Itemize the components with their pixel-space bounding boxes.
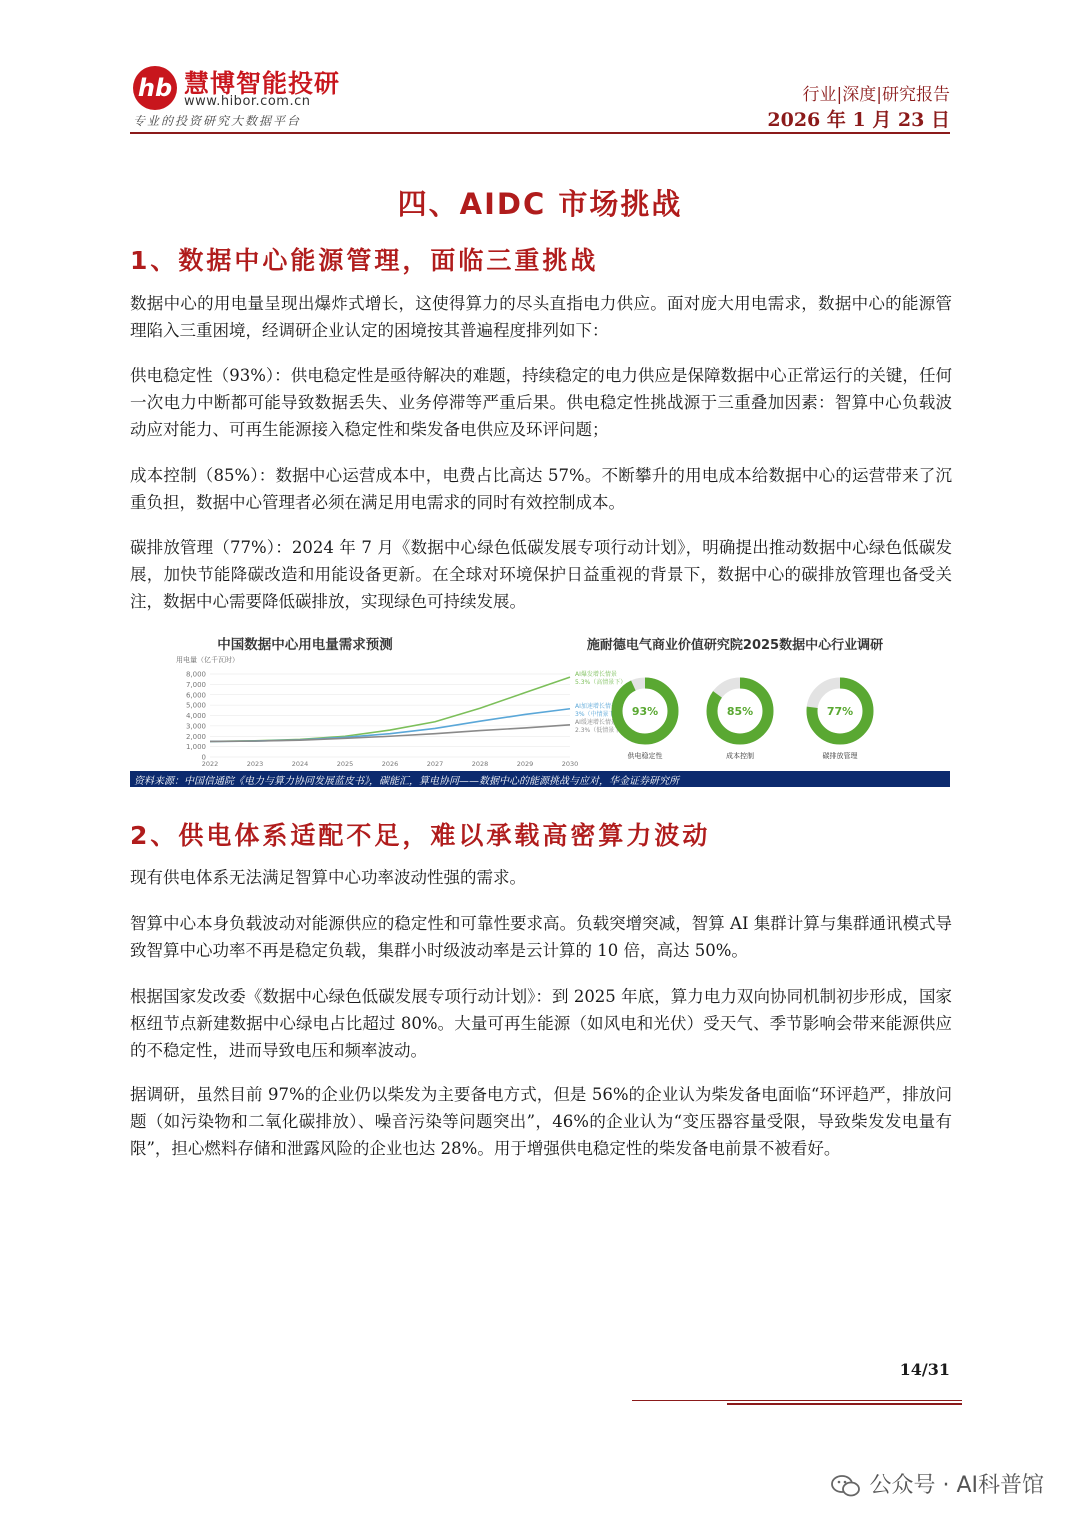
report-date: 2026 年 1 月 23 日 xyxy=(767,109,950,131)
paragraph: 智算中心本身负载波动对能源供应的稳定性和可靠性要求高。负载突增突减，智算 AI 集群计算与集群通讯模式导致智算中心功率不再是稳定负载，集群小时级波动率是云计算的 10 倍，高达 50%。 xyxy=(130,914,952,960)
donut-value-label: 93% xyxy=(631,705,659,718)
watermark-text: 公众号 · AI科普馆 xyxy=(869,1473,1044,1498)
series-label: AI缓速增长情景 xyxy=(575,718,617,726)
footer-divider xyxy=(632,1400,962,1401)
figure-source: 资料来源：中国信通院《电力与算力协同发展蓝皮书》，碳能汇，算电协同——数据中心的能源挑战与应对，华金证券研究所 xyxy=(134,776,679,787)
wechat-icon xyxy=(831,1474,861,1498)
series-line xyxy=(210,677,570,741)
page-number: 14/31 xyxy=(899,1360,950,1379)
series-note: 5.3%（高情景下） xyxy=(575,679,627,687)
x-tick-label: 2023 xyxy=(246,760,264,768)
brand-logo-mark: hb xyxy=(133,66,177,110)
paragraph: 现有供电体系无法满足智算中心功率波动性强的需求。 xyxy=(130,868,526,887)
section-title: 四、AIDC 市场挑战 xyxy=(397,187,683,221)
y-tick-label: 1,000 xyxy=(185,743,206,752)
paragraph: 根据国家发改委《数据中心绿色低碳发展专项行动计划》：到 2025 年底，算力电力双向协同机制初步形成，国家枢纽节点新建数据中心绿电占比超过 80%。大量可再生能源（如风电和光伏）受天气、季节影响会带来能源供应的不稳定性，进而导致电压和频率波动。 xyxy=(130,987,952,1060)
line-chart-ylabel: 用电量（亿千瓦时） xyxy=(176,656,239,664)
x-tick-label: 2030 xyxy=(561,760,579,768)
header-divider xyxy=(130,132,950,134)
report-category: 行业|深度|研究报告 xyxy=(802,85,950,105)
figure xyxy=(130,632,950,787)
x-tick-label: 2026 xyxy=(381,760,399,768)
y-tick-label: 6,000 xyxy=(185,691,206,700)
subsection-2-title: 2、供电体系适配不足，难以承载高密算力波动 xyxy=(130,821,711,850)
donut-category-label: 成本控制 xyxy=(726,752,754,760)
y-tick-label: 2,000 xyxy=(185,732,206,741)
brand-name: 慧博智能投研 xyxy=(184,69,341,98)
series-note: 2.3%（低情景下） xyxy=(575,726,627,734)
donut-value-label: 85% xyxy=(726,705,754,718)
paragraph: 碳排放管理（77%）：2024 年 7 月《数据中心绿色低碳发展专项行动计划》，明确提出推动数据中心绿色低碳发展，加快节能降碳改造和用能设备更新。在全球对环境保护日益重视的背景下，数据中心的碳排放管理也备受关注，数据中心需要降低碳排放，实现绿色可持续发展。 xyxy=(130,538,952,611)
y-tick-label: 8,000 xyxy=(185,670,206,679)
x-tick-label: 2025 xyxy=(336,760,354,768)
watermark xyxy=(831,1468,1044,1499)
series-note: 3%（中情景下） xyxy=(575,710,621,718)
line-chart-yticks xyxy=(186,671,206,762)
paragraph: 成本控制（85%）：数据中心运营成本中，电费占比高达 57%。不断攀升的用电成本给数据中心的运营带来了沉重负担，数据中心管理者必须在满足用电需求的同时有效控制成本。 xyxy=(130,466,952,512)
figure-charts xyxy=(130,632,950,772)
donut-chart-title: 施耐德电气商业价值研究院2025数据中心行业调研 xyxy=(586,638,884,653)
brand-slogan: 专业的投资研究大数据平台 xyxy=(133,114,302,128)
paragraph: 数据中心的用电量呈现出爆炸式增长，这使得算力的尽头直指电力供应。面对庞大用电需求，数据中心的能源管理陷入三重困境，经调研企业认定的困境按其普遍程度排列如下： xyxy=(130,294,952,340)
donut-value-label: 77% xyxy=(826,705,854,718)
y-tick-label: 3,000 xyxy=(185,722,206,731)
series-label: AI爆发增长情景 xyxy=(575,671,617,679)
line-chart-xticks xyxy=(202,760,579,768)
series-label: AI加速增长情景 xyxy=(575,702,617,710)
paragraph: 据调研，虽然目前 97%的企业仍以柴发为主要备电方式，但是 56%的企业认为柴发备电面临“环评趋严，排放问题（如污染物和二氧化碳排放）、噪音污染等问题突出”，46%的企业认为“变压器容量受限，导致柴发发电量有限”，担心燃料存储和泄露风险的企业也达 28%。用于增强供电稳定性的柴发备电前景不被看好。 xyxy=(130,1085,952,1158)
x-tick-label: 2029 xyxy=(516,760,534,768)
x-tick-label: 2024 xyxy=(291,760,309,768)
paragraph: 供电稳定性（93%）：供电稳定性是亟待解决的难题，持续稳定的电力供应是保障数据中心正常运行的关键，任何一次电力中断都可能导致数据丢失、业务停滞等严重后果。供电稳定性挑战源于三重叠加因素：智算中心负载波动应对能力、可再生能源接入稳定性和柴发备电供应及环评问题； xyxy=(130,366,952,439)
y-tick-label: 0 xyxy=(201,753,206,762)
donut-category-label: 碳排放管理 xyxy=(822,752,858,760)
brand-url[interactable]: www.hibor.com.cn xyxy=(184,94,311,109)
x-tick-label: 2028 xyxy=(471,760,489,768)
y-tick-label: 5,000 xyxy=(185,701,206,710)
donut-category-label: 供电稳定性 xyxy=(627,752,663,760)
x-tick-label: 2027 xyxy=(426,760,444,768)
line-chart-series xyxy=(210,677,570,741)
line-chart-title: 中国数据中心用电量需求预测 xyxy=(217,637,393,653)
y-tick-label: 4,000 xyxy=(185,712,206,720)
donut-charts xyxy=(617,683,868,760)
footer-divider-accent xyxy=(727,1403,962,1405)
subsection-1-title: 1、数据中心能源管理，面临三重挑战 xyxy=(130,246,599,275)
y-tick-label: 7,000 xyxy=(185,680,206,689)
x-tick-label: 2022 xyxy=(201,760,219,768)
